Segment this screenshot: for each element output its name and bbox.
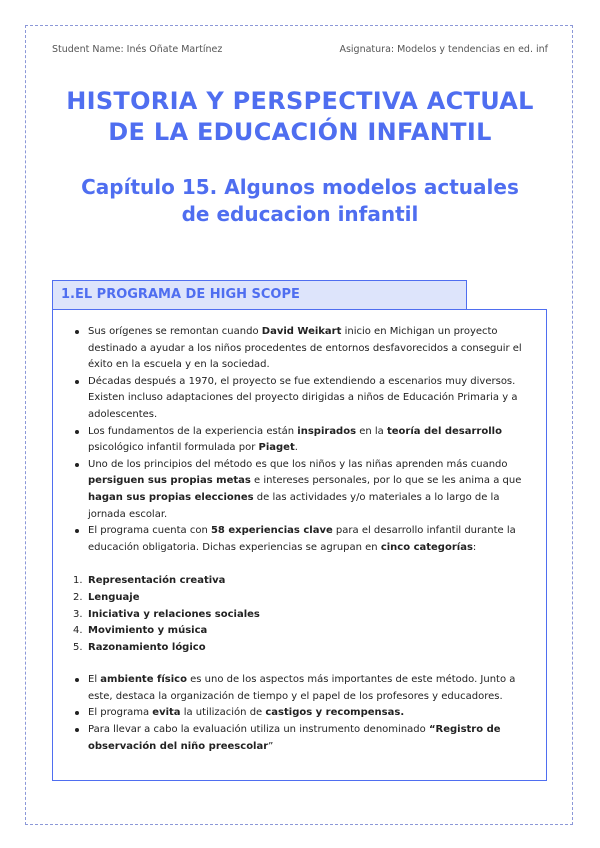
subtitle-line-1: Capítulo 15. Algunos modelos actuales [81, 175, 519, 199]
title-line-2: DE LA EDUCACIÓN INFANTIL [108, 118, 492, 146]
section-header: 1.EL PROGRAMA DE HIGH SCOPE [52, 280, 467, 310]
list-item: Los fundamentos de la experiencia están inspirados en la teoría del desarrollo psicológico infantil formulada por Piaget. [71, 424, 528, 457]
page-header [52, 44, 548, 55]
student-name: Student Name: Inés Oñate Martínez [52, 44, 223, 55]
categories-list [71, 573, 528, 656]
bullet-list [71, 324, 528, 556]
list-item: Sus orígenes se remontan cuando David Weikart inicio en Michigan un proyecto destinado a ayudar a los niños procedentes de entornos desfavorecidos a conseguir el éxito en la escuela y en la sociedad. [71, 324, 528, 374]
list-item: El programa cuenta con 58 experiencias clave para el desarrollo infantil durante la educación obligatoria. Dichas experiencias se agrupan en cinco categorías: [71, 523, 528, 556]
list-item: Uno de los principios del método es que los niños y las niñas aprenden más cuando persiguen sus propias metas e intereses personales, por lo que se les anima a que hagan sus propias elecciones de las actividades y/o materiales a lo largo de la jornada escolar. [71, 457, 528, 523]
section-content [52, 309, 547, 781]
list-item: El programa evita la utilización de castigos y recompensas. [71, 705, 528, 722]
category-item: 2. Lenguaje [73, 591, 140, 603]
list-item: El ambiente físico es uno de los aspectos más importantes de este método. Junto a este, destaca la organización de tiempo y el papel de los profesores y educadores. [71, 672, 528, 705]
document-title [30, 86, 570, 148]
list-item: Para llevar a cabo la evaluación utiliza un instrumento denominado “Registro de observación del niño preescolar” [71, 722, 528, 755]
chapter-subtitle [30, 174, 570, 228]
subtitle-line-2: de educacion infantil [181, 202, 419, 226]
bullet-list-2 [71, 672, 528, 755]
category-item: 4. Movimiento y música [73, 625, 208, 637]
subject-name: Asignatura: Modelos y tendencias en ed. inf [339, 44, 548, 55]
category-item: 3. Iniciativa y relaciones sociales [73, 608, 260, 620]
category-item: 1. Representación creativa [73, 575, 226, 587]
list-item: Décadas después a 1970, el proyecto se fue extendiendo a escenarios muy diversos. Existen incluso adaptaciones del proyecto dirigidas a niños de Educación Primaria y a adolescentes. [71, 374, 528, 424]
category-item: 5. Razonamiento lógico [73, 641, 206, 653]
title-line-1: HISTORIA Y PERSPECTIVA ACTUAL [66, 87, 534, 115]
